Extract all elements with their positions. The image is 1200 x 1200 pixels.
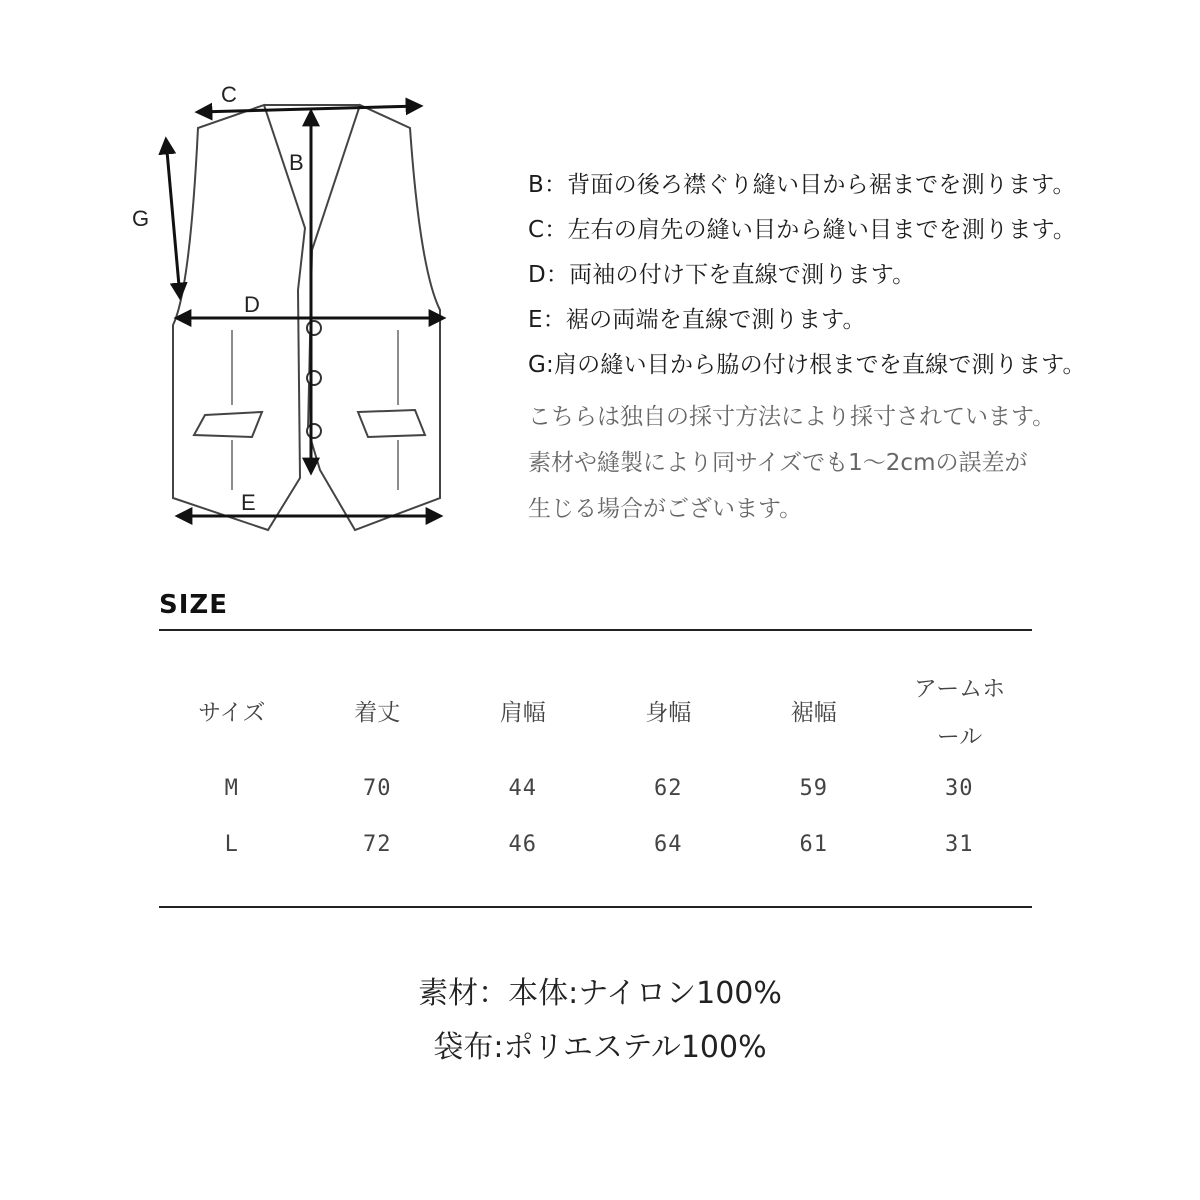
material-line-2: 袋布:ポリエステル100% xyxy=(433,1030,767,1065)
header-hem: 裾幅 xyxy=(790,699,837,726)
button-1 xyxy=(307,321,321,335)
cell-size: L xyxy=(224,831,239,857)
caution-line-3: 生じる場合がございます。 xyxy=(528,496,803,522)
table-row xyxy=(159,816,1032,872)
measurement-arrows xyxy=(166,106,443,516)
size-table xyxy=(159,665,1032,872)
vest-measurement-diagram xyxy=(0,0,500,560)
header-shoulder: 肩幅 xyxy=(499,699,546,726)
button-3 xyxy=(307,424,321,438)
label-d: D xyxy=(244,292,260,317)
header-chest: 身幅 xyxy=(645,699,692,726)
arrow-g xyxy=(166,140,180,297)
header-size: サイズ xyxy=(198,699,266,726)
welt-lines xyxy=(232,330,398,490)
cell-chest: 62 xyxy=(654,775,683,801)
cell-size: M xyxy=(224,775,239,801)
label-b: B xyxy=(289,150,304,175)
header-length: 着丈 xyxy=(354,699,401,726)
cell-shoulder: 46 xyxy=(508,831,537,857)
note-g: G:肩の縫い目から脇の付け根までを直線で測ります。 xyxy=(528,352,1086,378)
cell-armhole: 30 xyxy=(945,775,974,801)
table-row xyxy=(159,760,1032,816)
cell-length: 70 xyxy=(363,775,392,801)
table-bottom-rule xyxy=(159,906,1032,908)
header-armhole: アームホール xyxy=(913,675,1006,750)
cell-chest: 64 xyxy=(654,831,683,857)
cell-length: 72 xyxy=(363,831,392,857)
caution-text xyxy=(528,394,1188,532)
material-line-1: 素材：本体:ナイロン100% xyxy=(418,976,782,1011)
cell-hem: 61 xyxy=(799,831,828,857)
cell-shoulder: 44 xyxy=(508,775,537,801)
note-e: E：裾の両端を直線で測ります。 xyxy=(528,307,866,333)
label-e: E xyxy=(241,490,256,515)
table-top-rule xyxy=(159,629,1032,631)
cell-armhole: 31 xyxy=(945,831,974,857)
label-g: G xyxy=(132,206,150,231)
size-title: SIZE xyxy=(159,590,229,620)
caution-line-2: 素材や縫製により同サイズでも1〜2cmの誤差が xyxy=(528,450,1028,476)
label-c: C xyxy=(221,82,237,107)
caution-line-1: こちらは独自の採寸方法により採寸されています。 xyxy=(528,404,1056,430)
note-b: B：背面の後ろ襟ぐり縫い目から裾までを測ります。 xyxy=(528,172,1076,198)
measurement-notes xyxy=(528,163,1188,532)
note-d: D：両袖の付け下を直線で測ります。 xyxy=(528,262,916,288)
note-c: C：左右の肩先の縫い目から縫い目までを測ります。 xyxy=(528,217,1077,243)
table-header-row xyxy=(159,665,1032,760)
cell-hem: 59 xyxy=(799,775,828,801)
button-2 xyxy=(307,371,321,385)
